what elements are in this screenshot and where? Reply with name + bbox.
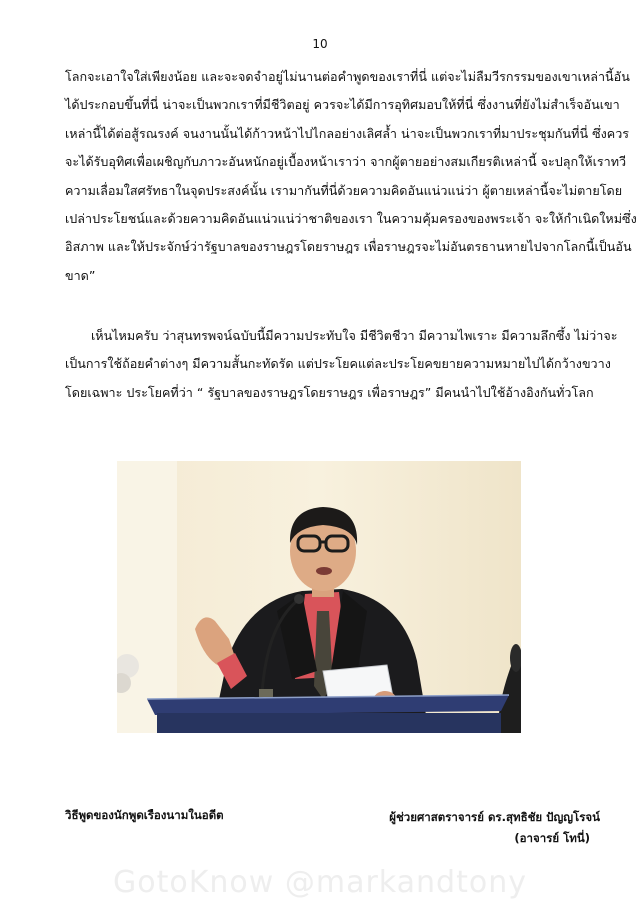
text-line: เห็นไหมครับ ว่าสุนทรพจน์ฉบับนี้มีความประทับใจ มีชีวิตชีวา มีความไพเราะ มีความลึกซึ้ง ไม่ว่าจะ	[91, 328, 618, 343]
text-line: ขาด”	[65, 267, 96, 283]
text-line: เหล่านี้ได้ต่อสู้รณรงค์ จนงานนั้นได้ก้าวหน้าไปไกลอย่างเลิศล้ำ น่าจะเป็นพวกเราที่มาประชุมกันที่นี่ ซึ่งควร	[65, 125, 630, 141]
text-line: ได้ประกอบขึ้นที่นี่ น่าจะเป็นพวกเราที่มีชีวิตอยู่ ควรจะได้มีการอุทิศมอบให้ที่นี่ ซึ่งงานที่ยังไม่สำเร็จอันเขา	[65, 97, 620, 113]
text-line: โลกจะเอาใจใส่เพียงน้อย และจะจดจำอยู่ไม่นานต่อคำพูดของเราที่นี่ แต่จะไม่ลืมวีรกรรมของเขาเหล่านี้อัน	[65, 69, 630, 84]
text-line: จะได้รับอุทิศเพื่อเผชิญกับภาวะอันหนักอยู่เบื้องหน้าเราว่า จากผู้ตายอย่างสมเกียรติเหล่านี้ จะปลุกให้เราทวี	[65, 154, 627, 170]
text-line: อิสภาพ และให้ประจักษ์ว่ารัฐบาลของราษฎรโดยราษฎร เพื่อราษฎรจะไม่อันตรธานหายไปจากโลกนี้เป็นอัน	[65, 239, 632, 255]
commentary-paragraph	[65, 322, 618, 407]
author-nickname: (อาจารย์ โทนี่)	[514, 831, 590, 845]
text-line: เป็นการใช้ถ้อยคำต่างๆ มีความสั้นกะทัดรัด แต่ประโยคแต่ละประโยคขยายความหมายไปได้กว้างขวาง	[65, 356, 611, 372]
speaker-photo-image	[117, 461, 521, 733]
watermark: GotoKnow @markandtony	[113, 865, 527, 900]
author-name: ผู้ช่วยศาสตราจารย์ ดร.สุทธิชัย ปัญญโรจน์	[389, 810, 600, 824]
caption-course-title: วิธีพูดของนักพูดเรืองนามในอดีต	[65, 808, 224, 822]
speaker-photo	[117, 461, 521, 733]
text-line: โดยเฉพาะ ประโยคที่ว่า “ รัฐบาลของราษฎรโดยราษฎร เพื่อราษฎร” มีคนนำไปใช้อ้างอิงกันทั่วโลก	[65, 384, 594, 400]
text-line: เปล่าประโยชน์และด้วยความคิดอันแน่วแน่ว่าชาติของเรา ในความคุ้มครองของพระเจ้า จะให้กำเนิดใหม่ซึ่ง	[65, 211, 637, 227]
quote-paragraph	[65, 63, 637, 290]
text-line: ความเลื่อมใสศรัทธาในจุดประสงค์นั้น เรามากันที่นี่ด้วยความคิดอันแน่วแน่ว่า ผู้ตายเหล่านี้จะไม่ตายโดย	[65, 182, 623, 198]
page-number: 10	[312, 37, 328, 51]
caption-author	[389, 807, 600, 849]
